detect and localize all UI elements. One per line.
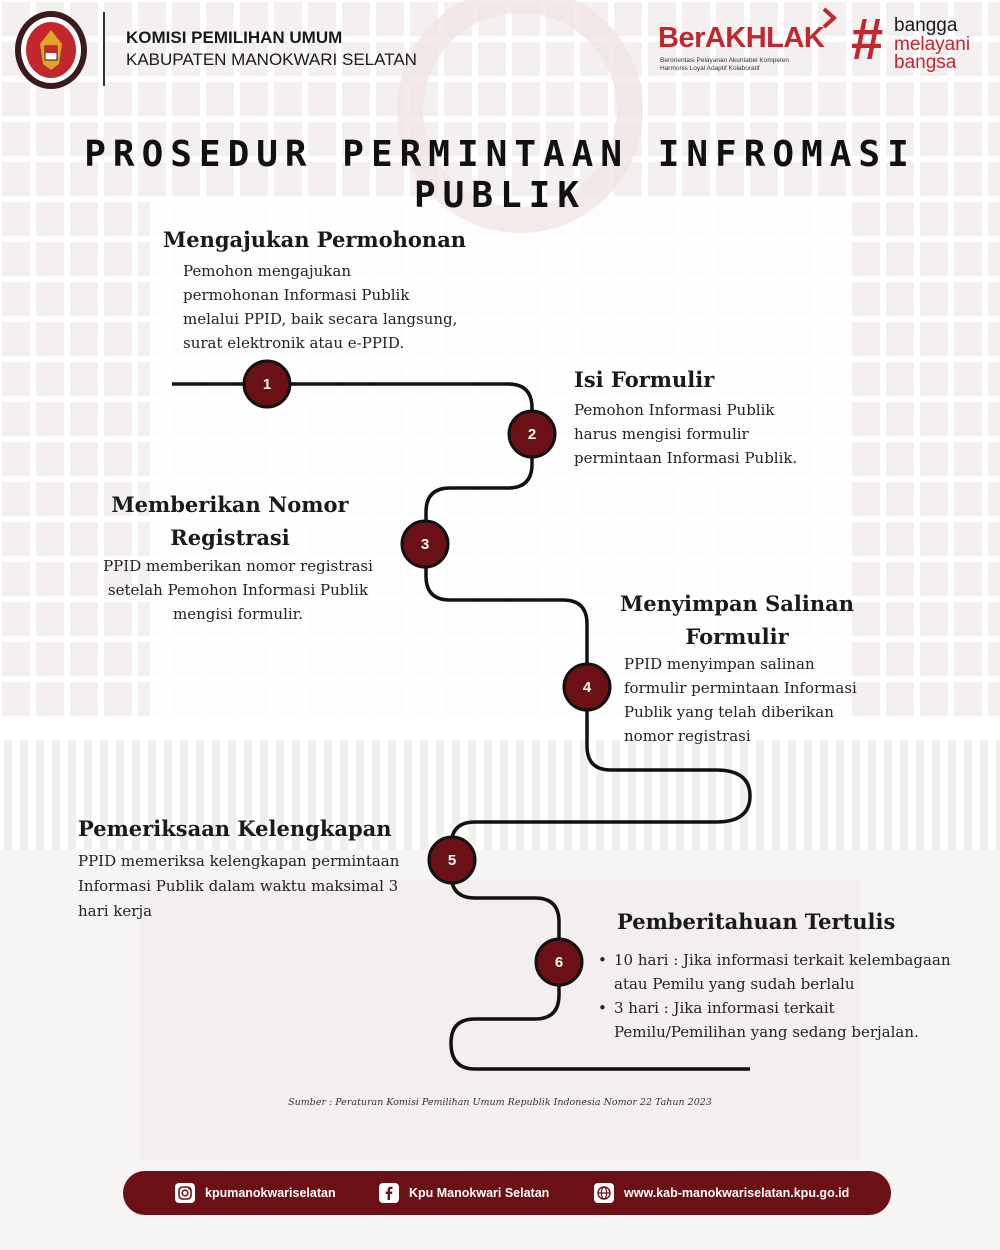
step-marker-6 bbox=[533, 936, 585, 988]
bangga-line-3: bangsa bbox=[894, 52, 957, 73]
step-marker-2 bbox=[506, 408, 558, 460]
step-4-heading-line: Formulir bbox=[685, 624, 789, 649]
step-2-line: harus mengisi formulir bbox=[574, 425, 749, 443]
step-5-line: hari kerja bbox=[78, 902, 153, 920]
step-4-line: formulir permintaan Informasi bbox=[624, 679, 857, 697]
step-4-description bbox=[624, 652, 924, 748]
step-6-line: 3 hari : Jika informasi terkait bbox=[614, 999, 835, 1017]
step-6-bullet: • 3 hari : Jika informasi terkait Pemilu/Pemilihan yang sedang berjalan. bbox=[596, 996, 976, 1044]
globe-icon bbox=[594, 1183, 614, 1203]
step-marker-4 bbox=[561, 661, 613, 713]
step-number: 4 bbox=[582, 679, 592, 696]
berakhlak-tagline-1: Berorientasi Pelayanan Akuntabel Kompeten bbox=[660, 57, 790, 64]
step-5-heading: Pemeriksaan Kelengkapan bbox=[78, 816, 392, 841]
facebook-icon bbox=[379, 1183, 399, 1203]
facebook-link[interactable] bbox=[379, 1183, 549, 1203]
step-3-heading-line: Registrasi bbox=[170, 525, 290, 550]
step-number: 6 bbox=[554, 954, 564, 971]
step-3-line: PPID memberikan nomor registrasi bbox=[103, 557, 373, 575]
step-4-line: PPID menyimpan salinan bbox=[624, 655, 815, 673]
step-6-bullet: • 10 hari : Jika informasi terkait kelembagaan atau Pemilu yang sudah berlalu bbox=[596, 948, 976, 996]
step-2-line: Pemohon Informasi Publik bbox=[574, 401, 775, 419]
step-number: 1 bbox=[262, 376, 272, 393]
footer-bar bbox=[123, 1171, 891, 1215]
step-4-heading-line: Menyimpan Salinan bbox=[619, 591, 854, 616]
instagram-link[interactable] bbox=[175, 1183, 336, 1203]
step-5-line: PPID memeriksa kelengkapan permintaan bbox=[78, 852, 400, 870]
facebook-page: Kpu Manokwari Selatan bbox=[409, 1186, 550, 1200]
step-5-description bbox=[78, 849, 428, 924]
berakhlak-tagline-2: Harmonis Loyal Adaptif Kolaboratif bbox=[660, 65, 760, 72]
step-1-line: Pemohon mengajukan bbox=[183, 262, 351, 280]
bangga-line-2: melayani bbox=[894, 34, 971, 55]
step-2-heading: Isi Formulir bbox=[574, 367, 715, 392]
step-1-heading: Mengajukan Permohonan bbox=[163, 227, 467, 252]
step-1-line: surat elektronik atau e-PPID. bbox=[183, 334, 405, 352]
step-marker-5 bbox=[426, 834, 478, 886]
step-marker-3 bbox=[399, 518, 451, 570]
berakhlak-logo: BerAKHLAK bbox=[658, 22, 825, 54]
step-marker-1 bbox=[241, 358, 293, 410]
step-4-line: Publik yang telah diberikan bbox=[624, 703, 834, 721]
hashtag-icon: # bbox=[851, 7, 884, 72]
step-number: 5 bbox=[447, 852, 457, 869]
step-5-line: Informasi Publik dalam waktu maksimal 3 bbox=[78, 877, 399, 895]
step-number: 2 bbox=[527, 426, 537, 443]
step-3-heading-line: Memberikan Nomor bbox=[111, 492, 349, 517]
step-3-line: mengisi formulir. bbox=[173, 605, 303, 623]
step-6-line: atau Pemilu yang sudah berlalu bbox=[614, 975, 855, 993]
step-number: 3 bbox=[420, 536, 430, 553]
step-3-heading bbox=[80, 488, 380, 554]
instagram-handle: kpumanokwariselatan bbox=[205, 1186, 336, 1200]
website-url: www.kab-manokwariselatan.kpu.go.id bbox=[624, 1186, 850, 1200]
page-title: PROSEDUR PERMINTAAN INFROMASI PUBLIK bbox=[84, 134, 916, 216]
step-3-description bbox=[88, 554, 388, 626]
step-3-line: setelah Pemohon Informasi Publik bbox=[107, 581, 369, 599]
step-2-description bbox=[574, 398, 874, 470]
step-6-line: 10 hari : Jika informasi terkait kelembagaan bbox=[614, 951, 951, 969]
step-6-line: Pemilu/Pemilihan yang sedang berjalan. bbox=[614, 1023, 919, 1041]
instagram-icon bbox=[175, 1183, 195, 1203]
step-1-line: melalui PPID, baik secara langsung, bbox=[183, 310, 458, 328]
org-name: KOMISI PEMILIHAN UMUM bbox=[126, 28, 343, 47]
step-6-heading: Pemberitahuan Tertulis bbox=[617, 909, 896, 934]
step-6-description bbox=[596, 948, 976, 1044]
step-2-line: permintaan Informasi Publik. bbox=[574, 449, 798, 467]
source-note: Sumber : Peraturan Komisi Pemilihan Umum Republik Indonesia Nomor 22 Tahun 2023 bbox=[288, 1097, 712, 1108]
step-4-heading bbox=[606, 587, 868, 653]
step-1-line: permohonan Informasi Publik bbox=[183, 286, 410, 304]
bangga-line-1: bangga bbox=[894, 15, 958, 36]
step-1-description bbox=[183, 259, 503, 355]
step-4-line: nomor registrasi bbox=[624, 727, 751, 745]
org-region: KABUPATEN MANOKWARI SELATAN bbox=[126, 50, 417, 69]
website-link[interactable] bbox=[594, 1183, 849, 1203]
